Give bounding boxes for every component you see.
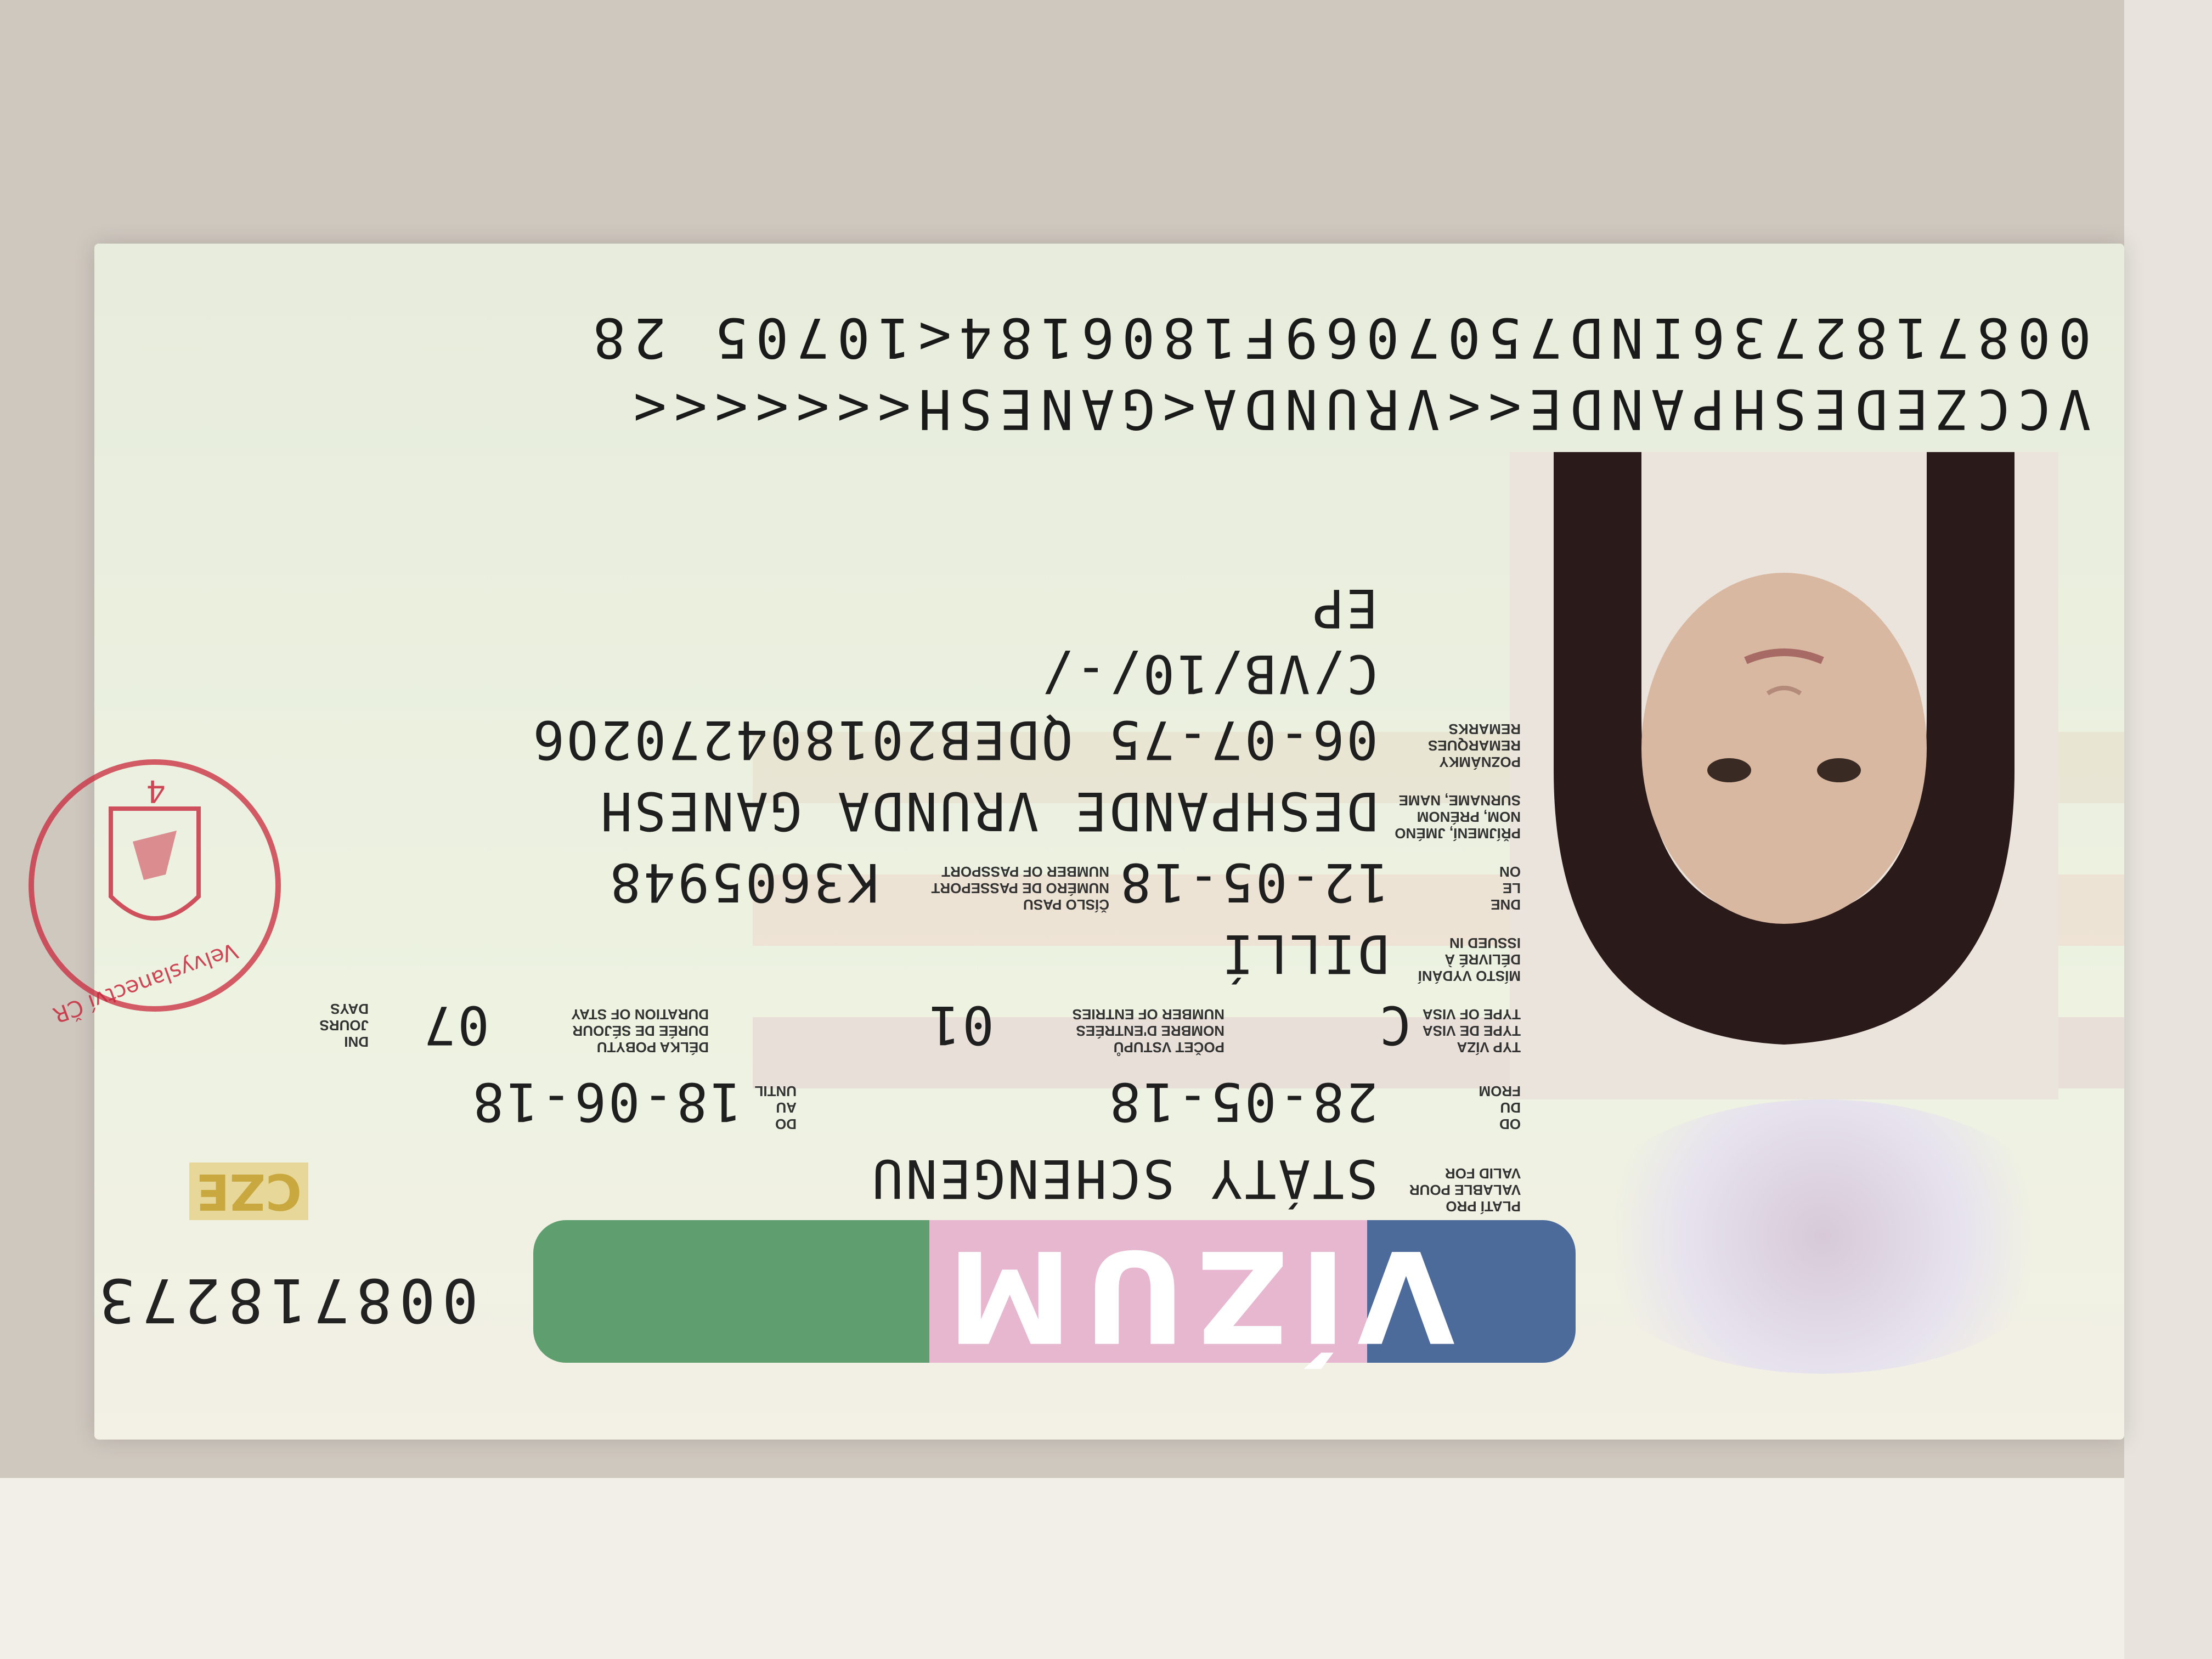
visa-type-label: TYP VÍZA TYPE DE VISA TYPE OF VISA	[1422, 1006, 1521, 1056]
duration-value: 07	[421, 994, 489, 1056]
issued-on-label: DNE LE ON	[1491, 864, 1521, 913]
remarks-line-3: EP	[1310, 577, 1378, 639]
lower-page	[0, 1478, 2212, 1659]
holder-photo	[1510, 452, 2058, 1099]
from-label: OD DU FROM	[1479, 1083, 1521, 1132]
serial-number: 00871827З	[92, 1265, 478, 1335]
remarks-label: POZNÁMKY REMARQUES REMARKS	[1427, 721, 1521, 770]
stamp-number: 4	[146, 773, 166, 809]
embassy-stamp	[29, 759, 281, 1028]
issued-in-label: MÍSTO VYDÁNÍ DÉLIVRÉ À ISSUED IN	[1418, 935, 1521, 984]
mrz-line-2: 0087182736IND7507069F1806184<10705 28	[585, 306, 2091, 370]
mrz-line-1: VCCZEDESHPANDE<<VRUNDA<GANESH<<<<<<<	[625, 377, 2091, 441]
hologram	[1576, 1099, 2069, 1374]
visa-type-value: C	[1377, 994, 1411, 1056]
days-label: DNI JOURS DAYS	[319, 1001, 369, 1050]
until-value: 18-06-18	[470, 1071, 742, 1132]
name-value: DESHPANDE VRUNDA GANESH	[598, 780, 1378, 842]
issued-in-value: DILLÍ	[1220, 923, 1389, 984]
duration-label: DÉLKA POBYTU DURÉE DE SÉJOUR DURATION OF STAY	[571, 1006, 709, 1056]
remarks-line-1: 06-07-75 QDEB2018042702O6	[531, 709, 1378, 770]
holder-portrait	[1510, 452, 2058, 1099]
from-value: 28-05-18	[1107, 1071, 1378, 1132]
entries-label: POČET VSTUPŮ NOMBRE D'ENTRÉES NUMBER OF ENTRIES	[1072, 1006, 1224, 1056]
country-code: CZE	[189, 1163, 308, 1220]
entries-value: 01	[926, 994, 994, 1056]
valid-for-label: PLATÍ PRO VALABLE POUR VALID FOR	[1409, 1165, 1521, 1215]
issued-on-value: 12-05-18	[1118, 851, 1389, 913]
passport-label: ČÍSLO PASU NUMÉRO DE PASSEPORT NUMBER OF PASSPORT	[931, 864, 1109, 913]
remarks-line-2: C/VB/10/-/	[1039, 643, 1378, 704]
name-label: PŘÍJMENÍ, JMÉNO NOM, PRÉNOM SURNAME, NAME	[1395, 792, 1521, 842]
visa-sticker	[94, 244, 2124, 1440]
page-edge-left	[2124, 0, 2212, 1659]
banner-text: VÍZUM	[936, 1222, 1455, 1368]
passport-value: K3605948	[607, 851, 879, 913]
valid-for-value: STÁTY SCHENGENU	[870, 1148, 1378, 1209]
stamp-text: Velvyslanectví ČR	[49, 937, 241, 1028]
until-label: DO AU UNTIL	[754, 1083, 797, 1132]
